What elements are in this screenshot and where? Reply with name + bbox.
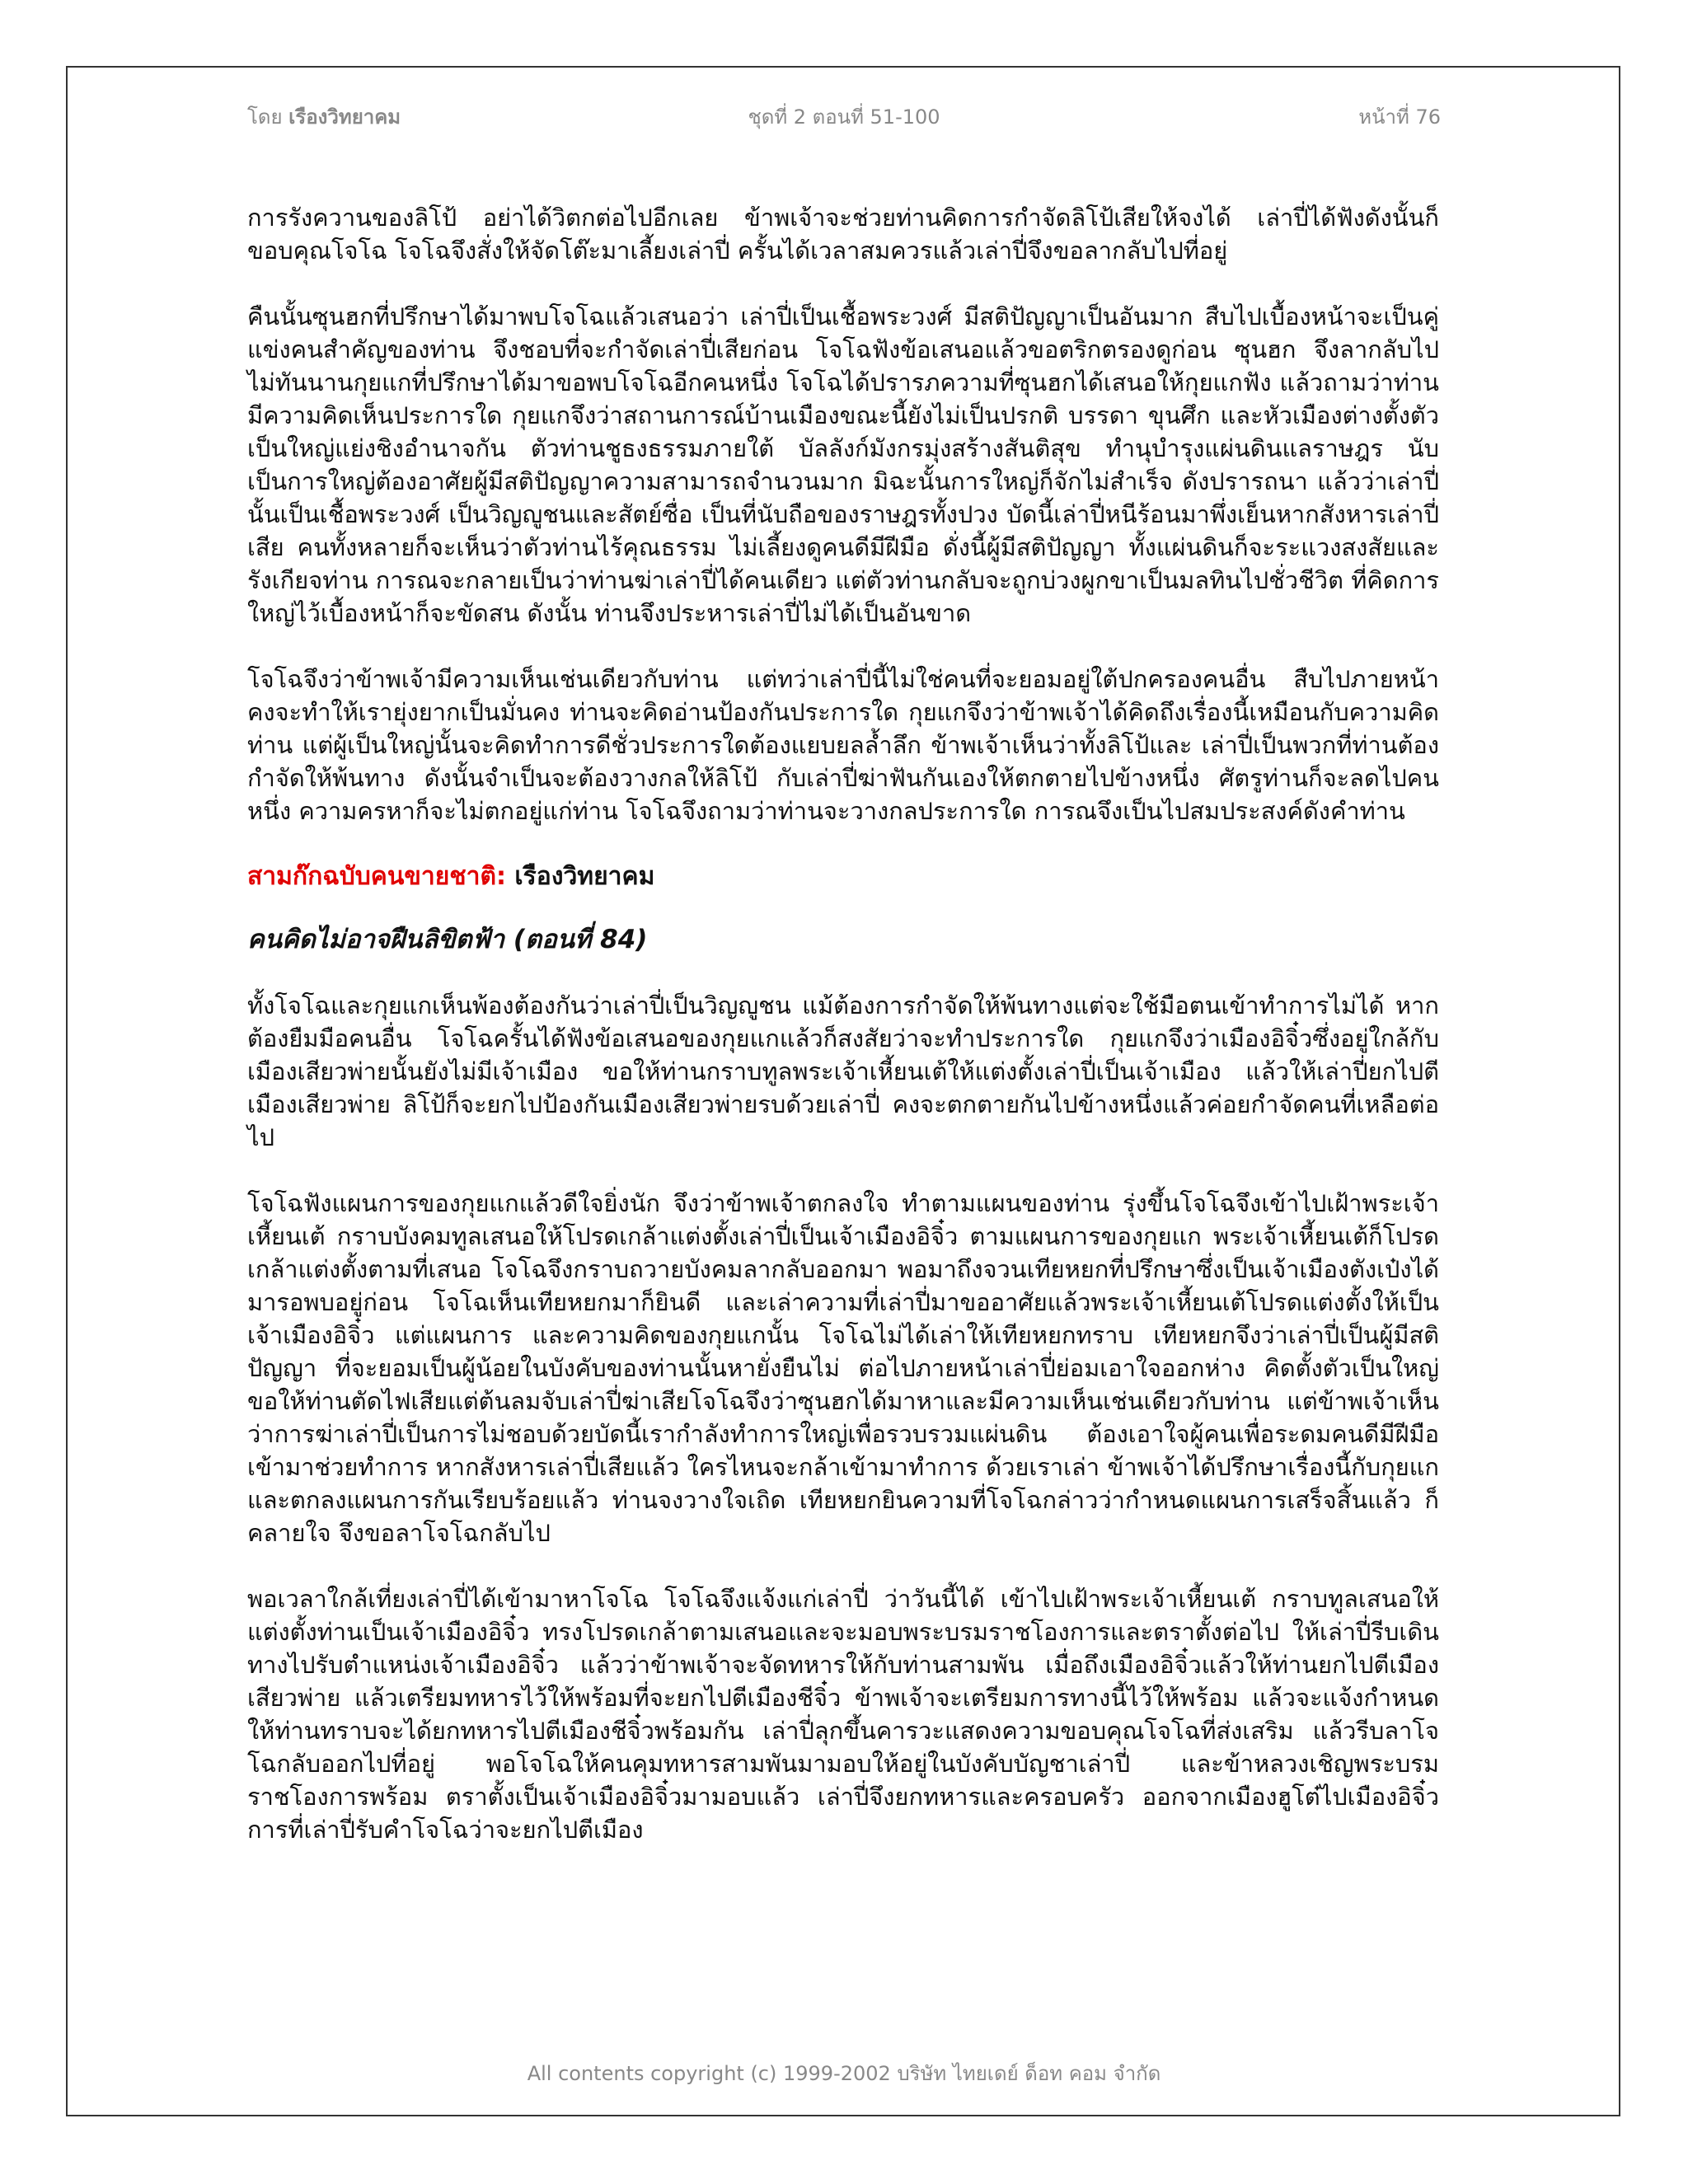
paragraph: พอเวลาใกล้เที่ยงเล่าปี่ได้เข้ามาหาโจโฉ โจโฉจึงแจ้งแก่เล่าปี่ ว่าวันนี้ได้ เข้าไปเฝ้าพระเจ้าเหี้ยนเต้ กราบทูลเสนอให้แต่งตั้งท่านเป็นเจ้าเมืองอิจิ๋ว ทรงโปรดเกล้าตามเสนอและจะมอบพระบรมราชโองการและตราตั้งต่อไป ให้เล่าปี่รีบเดินทางไปรับตำแหน่งเจ้าเมืองอิจิ๋ว แล้วว่าข้าพเจ้าจะจัดทหารให้กับท่านสามพัน เมื่อถึงเมืองอิจิ๋วแล้วให้ท่านยกไปตีเมืองเสียวพ่าย แล้วเตรียมทหารไว้ให้พร้อมที่จะยกไปตีเมืองชีจิ๋ว ข้าพเจ้าจะเตรียมการทางนี้ไว้ให้พร้อม แล้วจะแจ้งกำหนดให้ท่านทราบจะได้ยกทหารไปตีเมืองชีจิ๋วพร้อมกัน เล่าปี่ลุกขึ้นคารวะแสดงความขอบคุณโจโฉที่ส่งเสริม แล้วรีบลาโจโฉกลับออกไปที่อยู่ พอโจโฉให้คนคุมทหารสามพันมามอบให้อยู่ในบังคับบัญชาเล่าปี่ และข้าหลวงเชิญพระบรมราชโองการพร้อม ตราตั้งเป็นเจ้าเมืองอิจิ๋วมามอบแล้ว เล่าปี่จึงยกทหารและครอบครัว ออกจากเมืองฮูโต๋ไปเมืองอิจิ๋ว การที่เล่าปี่รับคำโจโฉว่าจะยกไปตีเมือง [247, 1585, 1439, 1844]
paragraph: คืนนั้นซุนฮกที่ปรึกษาได้มาพบโจโฉแล้วเสนอว่า เล่าปี่เป็นเชื้อพระวงศ์ มีสติปัญญาเป็นอันมาก สืบไปเบื้องหน้าจะเป็นคู่แข่งคนสำคัญของท่าน จึงชอบที่จะกำจัดเล่าปี่เสียก่อน โจโฉฟังข้อเสนอแล้วขอตริกตรองดูก่อน ซุนฮก จึงลากลับไป ไม่ทันนานกุยแกที่ปรึกษาได้มาขอพบโจโฉอีกคนหนึ่ง โจโฉได้ปรารภความที่ซุนฮกได้เสนอให้กุยแกฟัง แล้วถามว่าท่านมีความคิดเห็นประการใด กุยแกจึงว่าสถานการณ์บ้านเมืองขณะนี้ยังไม่เป็นปรกติ บรรดา ขุนศึก และหัวเมืองต่างตั้งตัวเป็นใหญ่แย่งชิงอำนาจกัน ตัวท่านชูธงธรรมภายใต้ บัลลังก์มังกรมุ่งสร้างสันติสุข ทำนุบำรุงแผ่นดินแลราษฎร นับเป็นการใหญ่ต้องอาศัยผู้มีสติปัญญาความสามารถจำนวนมาก มิฉะนั้นการใหญ่ก็จักไม่สำเร็จ ดังปรารถนา แล้วว่าเล่าปี่นั้นเป็นเชื้อพระวงศ์ เป็นวิญญูชนและสัตย์ซื่อ เป็นที่นับถือของราษฎรทั้งปวง บัดนี้เล่าปี่หนีร้อนมาพึ่งเย็นหากสังหารเล่าปี่เสีย คนทั้งหลายก็จะเห็นว่าตัวท่านไร้คุณธรรม ไม่เลี้ยงดูคนดีมีฝีมือ ดั่งนี้ผู้มีสติปัญญา ทั้งแผ่นดินก็จะระแวงสงสัยและรังเกียจท่าน การณจะกลายเป็นว่าท่านฆ่าเล่าปี่ได้คนเดียว แต่ตัวท่านกลับจะถูกบ่วงผูกขาเป็นมลทินไปชั่วชีวิต ที่คิดการใหญ่ไว้เบื้องหน้าก็จะขัดสน ดังนั้น ท่านจึงประหารเล่าปี่ไม่ได้เป็นอันขาด [247, 302, 1439, 627]
header-author-name: เรืองวิทยาคม [288, 105, 401, 129]
paragraph: โจโฉจึงว่าข้าพเจ้ามีความเห็นเช่นเดียวกับท่าน แต่ทว่าเล่าปี่นี้ไม่ใช่คนที่จะยอมอยู่ใต้ปกครองคนอื่น สืบไปภายหน้าคงจะทำให้เรายุ่งยากเป็นมั่นคง ท่านจะคิดอ่านป้องกันประการใด กุยแกจึงว่าข้าพเจ้าได้คิดถึงเรื่องนี้เหมือนกับความคิดท่าน แต่ผู้เป็นใหญ่นั้นจะคิดทำการดีชั่วประการใดต้องแยบยลล้ำลึก ข้าพเจ้าเห็นว่าทั้งลิโป้และ เล่าปี่เป็นพวกที่ท่านต้องกำจัดให้พ้นทาง ดังนั้นจำเป็นจะต้องวางกลให้ลิโป้ กับเล่าปี่ฆ่าฟันกันเองให้ตกตายไปข้างหนึ่ง ศัตรูท่านก็จะลดไปคนหนึ่ง ความครหาก็จะไม่ตกอยู่แก่ท่าน โจโฉจึงถามว่าท่านจะวางกลประการใด การณจึงเป็นไปสมประสงค์ดังคำท่าน [247, 665, 1439, 825]
section-title [247, 860, 1439, 893]
header-series: ชุดที่ 2 ตอนที่ 51-100 [748, 105, 940, 129]
paragraph: การรังควานของลิโป้ อย่าได้วิตกต่อไปอีกเลย ข้าพเจ้าจะช่วยท่านคิดการกำจัดลิโป้เสียให้จงได้ เล่าปี่ได้ฟังดังนั้นก็ขอบคุณโจโฉ โจโฉจึงสั่งให้จัดโต๊ะมาเลี้ยงเล่าปี่ ครั้นได้เวลาสมควรแล้วเล่าปี่จึงขอลากลับไปที่อยู่ [247, 204, 1439, 265]
copyright-footer: All contents copyright (c) 1999-2002 บริษัท ไทยเดย์ ด็อท คอม จำกัด [527, 2062, 1161, 2085]
episode-title: คนคิดไม่อาจฝืนลิขิตฟ้า (ตอนที่ 84) [247, 925, 648, 954]
section-series-label: สามก๊กฉบับคนขายชาติ: [247, 862, 506, 891]
paragraph: โจโฉฟังแผนการของกุยแกแล้วดีใจยิ่งนัก จึงว่าข้าพเจ้าตกลงใจ ทำตามแผนของท่าน รุ่งขึ้นโจโฉจึงเข้าไปเฝ้าพระเจ้าเหี้ยนเต้ กราบบังคมทูลเสนอให้โปรดเกล้าแต่งตั้งเล่าปี่เป็นเจ้าเมืองอิจิ๋ว ตามแผนการของกุยแก พระเจ้าเหี้ยนเต้ก็โปรดเกล้าแต่งตั้งตามที่เสนอ โจโฉจึงกราบถวายบังคมลากลับออกมา พอมาถึงจวนเทียหยกที่ปรึกษาซึ่งเป็นเจ้าเมืองตังเป๋งได้มารอพบอยู่ก่อน โจโฉเห็นเทียหยกมาก็ยินดี และเล่าความที่เล่าปี่มาขออาศัยแล้วพระเจ้าเหี้ยนเต้โปรดแต่งตั้งให้เป็นเจ้าเมืองอิจิ๋ว แต่แผนการ และความคิดของกุยแกนั้น โจโฉไม่ได้เล่าให้เทียหยกทราบ เทียหยกจึงว่าเล่าปี่เป็นผู้มีสติปัญญา ที่จะยอมเป็นผู้น้อยในบังคับของท่านนั้นหายั่งยืนไม่ ต่อไปภายหน้าเล่าปี่ย่อมเอาใจออกห่าง คิดตั้งตัวเป็นใหญ่ ขอให้ท่านตัดไฟเสียแต่ต้นลมจับเล่าปี่ฆ่าเสียโจโฉจึงว่าซุนฮกได้มาหาและมีความเห็นเช่นเดียวกับท่าน แต่ข้าพเจ้าเห็นว่าการฆ่าเล่าปี่เป็นการไม่ชอบด้วยบัดนี้เรากำลังทำการใหญ่เพื่อรวบรวมแผ่นดิน ต้องเอาใจผู้คนเพื่อระดมคนดีมีฝีมือ เข้ามาช่วยทำการ หากสังหารเล่าปี่เสียแล้ว ใครไหนจะกล้าเข้ามาทำการ ด้วยเราเล่า ข้าพเจ้าได้ปรึกษาเรื่องนี้กับกุยแกและตกลงแผนการกันเรียบร้อยแล้ว ท่านจงวางใจเถิด เทียหยกยินความที่โจโฉกล่าวว่ากำหนดแผนการเสร็จสิ้นแล้ว ก็คลายใจ จึงขอลาโจโฉกลับไป [247, 1189, 1439, 1547]
article-body [247, 201, 1439, 1879]
paragraph: ทั้งโจโฉและกุยแกเห็นพ้องต้องกันว่าเล่าปี่เป็นวิญญูชน แม้ต้องการกำจัดให้พ้นทางแต่จะใช้มือตนเข้าทำการไม่ได้ หากต้องยืมมือคนอื่น โจโฉครั้นได้ฟังข้อเสนอของกุยแกแล้วก็สงสัยว่าจะทำประการใด กุยแกจึงว่าเมืองอิจิ๋วซึ่งอยู่ใกล้กับเมืองเสียวพ่ายนั้นยังไม่มีเจ้าเมือง ขอให้ท่านกราบทูลพระเจ้าเหี้ยนเต้ให้แต่งตั้งเล่าปี่เป็นเจ้าเมือง แล้วให้เล่าปี่ยกไปตีเมืองเสียวพ่าย ลิโป้ก็จะยกไปป้องกันเมืองเสียวพ่ายรบด้วยเล่าปี่ คงจะตกตายกันไปข้างหนึ่งแล้วค่อยกำจัดคนที่เหลือต่อไป [247, 991, 1439, 1151]
page-header [247, 101, 1441, 134]
header-author-prefix: โดย [247, 105, 289, 129]
header-page-number: หน้าที่ 76 [1358, 105, 1441, 129]
section-author: เรืองวิทยาคม [505, 862, 655, 891]
